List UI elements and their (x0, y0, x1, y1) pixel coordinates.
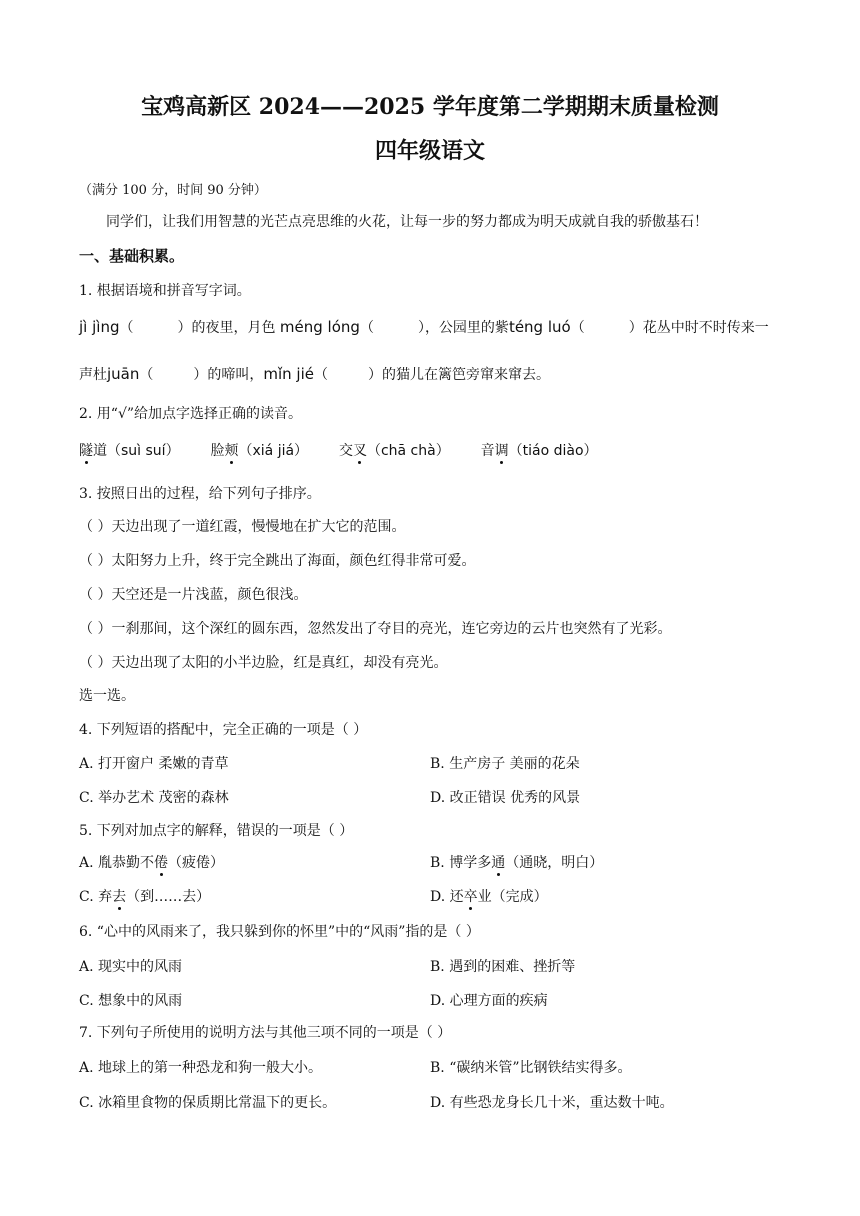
exam-subtitle: 四年级语文 (374, 138, 485, 164)
q2-stem: 2. 用“√”给加点字选择正确的读音。 (79, 406, 303, 422)
order-blank-4[interactable]: （ ） (79, 621, 112, 637)
q3-item-5: （ ）天边出现了太阳的小半边脸，红是真红，却没有亮光。 (79, 655, 448, 671)
q1-line2: 声杜juān（ ）的啼叫，mǐn jié（ ）的猫儿在篱笆旁窜来窜去。 (79, 365, 550, 383)
q5-stem: 5. 下列对加点字的解释，错误的一项是（ ） (79, 823, 354, 839)
q1-line1: jì jìng（ ）的夜里，月色 méng lóng（ ），公园里的紫téng luó（ ）花丛中时不时传来一 (79, 318, 769, 336)
q2-word-1: 隧道（suì suí） (79, 443, 180, 459)
q4-option-a[interactable]: A. 打开窗户 柔嫩的青草 (79, 756, 229, 772)
q7-option-b[interactable]: B. “碳纳米管”比钢铁结实得多。 (430, 1060, 632, 1076)
q5-option-d[interactable]: D. 还卒业（完成） (430, 886, 548, 906)
q4-stem: 4. 下列短语的搭配中，完全正确的一项是（ ） (79, 722, 368, 738)
q2-options (79, 440, 598, 460)
q3-item-3: （ ）天空还是一片浅蓝，颜色很浅。 (79, 587, 308, 603)
q7-option-a[interactable]: A. 地球上的第一种恐龙和狗一般大小。 (79, 1060, 323, 1076)
q2-word-4: 音调（tiáo diào） (481, 443, 598, 459)
q2-word-3: 交叉（chā chà） (339, 443, 450, 459)
order-blank-3[interactable]: （ ） (79, 587, 112, 603)
q4-option-d[interactable]: D. 改正错误 优秀的风景 (430, 790, 581, 806)
order-blank-1[interactable]: （ ） (79, 519, 112, 535)
q7-option-d[interactable]: D. 有些恐龙身长几十米，重达数十吨。 (430, 1095, 674, 1111)
q6-option-d[interactable]: D. 心理方面的疾病 (430, 993, 548, 1009)
q7-option-c[interactable]: C. 冰箱里食物的保质期比常温下的更长。 (79, 1095, 337, 1111)
pinyin-5: mǐn jié (263, 365, 314, 383)
q5-option-b[interactable]: B. 博学多通（通晓，明白） (430, 852, 603, 872)
intro-paragraph: 同学们，让我们用智慧的光芒点亮思维的火花，让每一步的努力都成为明天成就自我的骄傲基石！ (106, 214, 708, 230)
q6-stem: 6. “心中的风雨来了，我只躲到你的怀里”中的“风雨”指的是（ ） (79, 924, 480, 940)
order-blank-5[interactable]: （ ） (79, 655, 112, 671)
q3-item-2: （ ）太阳努力上升，终于完全跳出了海面，颜色红得非常可爱。 (79, 553, 476, 569)
q5-option-c[interactable]: C. 弃去（到……去） (79, 886, 210, 906)
pinyin-1: jì jìng (79, 318, 120, 336)
select-heading: 选一选。 (79, 688, 135, 704)
q4-option-c[interactable]: C. 举办艺术 茂密的森林 (79, 790, 229, 806)
score-time-note: （满分 100 分，时间 90 分钟） (79, 183, 267, 198)
q6-option-a[interactable]: A. 现实中的风雨 (79, 959, 183, 975)
pinyin-2: méng lóng (279, 318, 360, 336)
q7-stem: 7. 下列句子所使用的说明方法与其他三项不同的一项是（ ） (79, 1025, 452, 1041)
section-basic-title: 一、基础积累。 (79, 247, 185, 265)
q6-option-b[interactable]: B. 遇到的困难、挫折等 (430, 959, 576, 975)
pinyin-3: téng luó (508, 318, 571, 336)
q4-option-b[interactable]: B. 生产房子 美丽的花朵 (430, 756, 580, 772)
q6-option-c[interactable]: C. 想象中的风雨 (79, 993, 183, 1009)
q2-word-2: 脸颊（xiá jiá） (210, 443, 308, 459)
pinyin-4: juān (107, 365, 140, 383)
order-blank-2[interactable]: （ ） (79, 553, 112, 569)
q5-option-a[interactable]: A. 胤恭勤不倦（疲倦） (79, 852, 224, 872)
exam-title: 宝鸡高新区 2024——2025 学年度第二学期期末质量检测 (141, 94, 719, 120)
q1-stem: 1. 根据语境和拼音写字词。 (79, 283, 251, 299)
q3-item-4: （ ）一刹那间，这个深红的圆东西，忽然发出了夺目的亮光，连它旁边的云片也突然有了光彩。 (79, 621, 672, 637)
q3-item-1: （ ）天边出现了一道红霞，慢慢地在扩大它的范围。 (79, 519, 406, 535)
q3-stem: 3. 按照日出的过程，给下列句子排序。 (79, 486, 321, 502)
